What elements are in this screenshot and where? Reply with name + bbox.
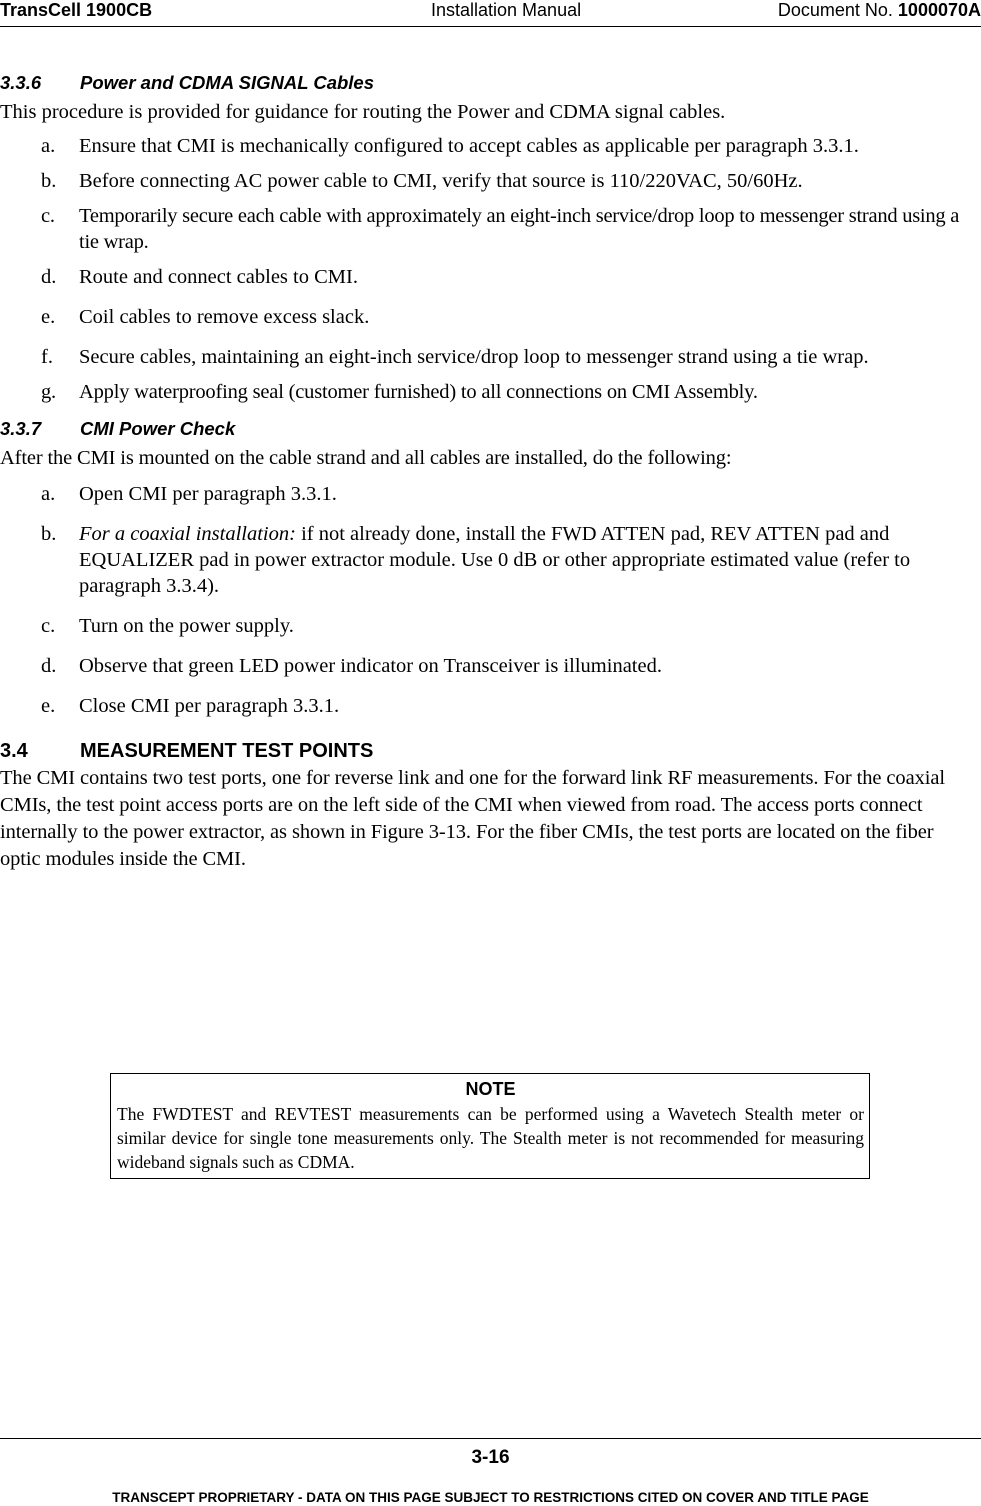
page-header [0, 0, 981, 27]
list-item: b. Before connecting AC power cable to CMI, verify that source is 110/220VAC, 50/60Hz. [41, 170, 803, 192]
header-doc-label: Document No. [777, 0, 898, 20]
list-item: a. Ensure that CMI is mechanically configured to accept cables as applicable per paragraph 3.3.1. [41, 135, 859, 157]
footer-divider [0, 1438, 981, 1439]
page-number: 3-16 [471, 1447, 510, 1468]
section-3-4-heading [0, 737, 981, 765]
note-box [110, 1073, 870, 1179]
list-item: e. Close CMI per paragraph 3.3.1. [41, 695, 340, 717]
list-item: d. Route and connect cables to CMI. [41, 266, 358, 288]
list-item: f. Secure cables, maintaining an eight-inch service/drop loop to messenger strand using a tie wrap. [41, 346, 869, 368]
list-item: b. For a coaxial installation: if not already done, install the FWD ATTEN pad, REV ATTEN pad and EQUALIZER pad in power extractor module. Use 0 dB or other appropriate estimated value (refer to paragraph 3.3.4). [41, 523, 911, 597]
list-item: g. Apply waterproofing seal (customer furnished) to all connections on CMI Assembly. [41, 381, 758, 403]
section-3-4-body: The CMI contains two test ports, one for reverse link and one for the forward link RF measurements. For the coaxial CMIs, the test point access ports are on the left side of the CMI when viewed from road. The access ports connect internally to the power extractor, as shown in Figure 3-13. For the fiber CMIs, the test ports are located on the fiber optic modules inside the CMI. [0, 767, 945, 870]
section-number: 3.4 [0, 740, 28, 762]
section-3-3-7-heading [0, 415, 981, 443]
section-3-3-6-intro: This procedure is provided for guidance for routing the Power and CDMA signal cables. [0, 101, 726, 123]
list-item: a. Open CMI per paragraph 3.3.1. [41, 483, 337, 505]
list-item: e. Coil cables to remove excess slack. [41, 306, 370, 328]
page-content [0, 69, 981, 873]
note-text: The FWDTEST and REVTEST measurements can be performed using a Wavetech Stealth meter or similar device for single tone measurements only. The Stealth meter is not recommended for measuring wideband signals such as CDMA. [117, 1104, 864, 1172]
header-manual-title: Installation Manual [431, 0, 582, 20]
section-3-3-6-steps [0, 133, 981, 405]
section-3-3-7-intro: After the CMI is mounted on the cable strand and all cables are installed, do the following: [0, 447, 732, 469]
section-number: 3.3.7 [0, 418, 42, 439]
header-document-number [778, 0, 981, 20]
note-title: NOTE [465, 1079, 516, 1099]
list-item: c. Temporarily secure each cable with approximately an eight-inch service/drop loop to messenger strand using a tie wrap. [41, 205, 960, 253]
list-item: d. Observe that green LED power indicator on Transceiver is illuminated. [41, 655, 662, 677]
header-doc-number: 1000070A [897, 0, 981, 20]
section-number: 3.3.6 [0, 72, 42, 93]
section-title: Power and CDMA SIGNAL Cables [80, 72, 374, 93]
section-title: CMI Power Check [80, 418, 236, 439]
section-3-3-6-heading [0, 69, 981, 97]
list-item: c. Turn on the power supply. [41, 615, 294, 637]
section-title: MEASUREMENT TEST POINTS [80, 740, 374, 762]
header-product: TransCell 1900CB [0, 0, 153, 20]
section-3-3-7-steps [0, 481, 981, 719]
footer-proprietary-notice: TRANSCEPT PROPRIETARY - DATA ON THIS PAGE SUBJECT TO RESTRICTIONS CITED ON COVER AND TITLE PAGE [112, 1490, 869, 1505]
